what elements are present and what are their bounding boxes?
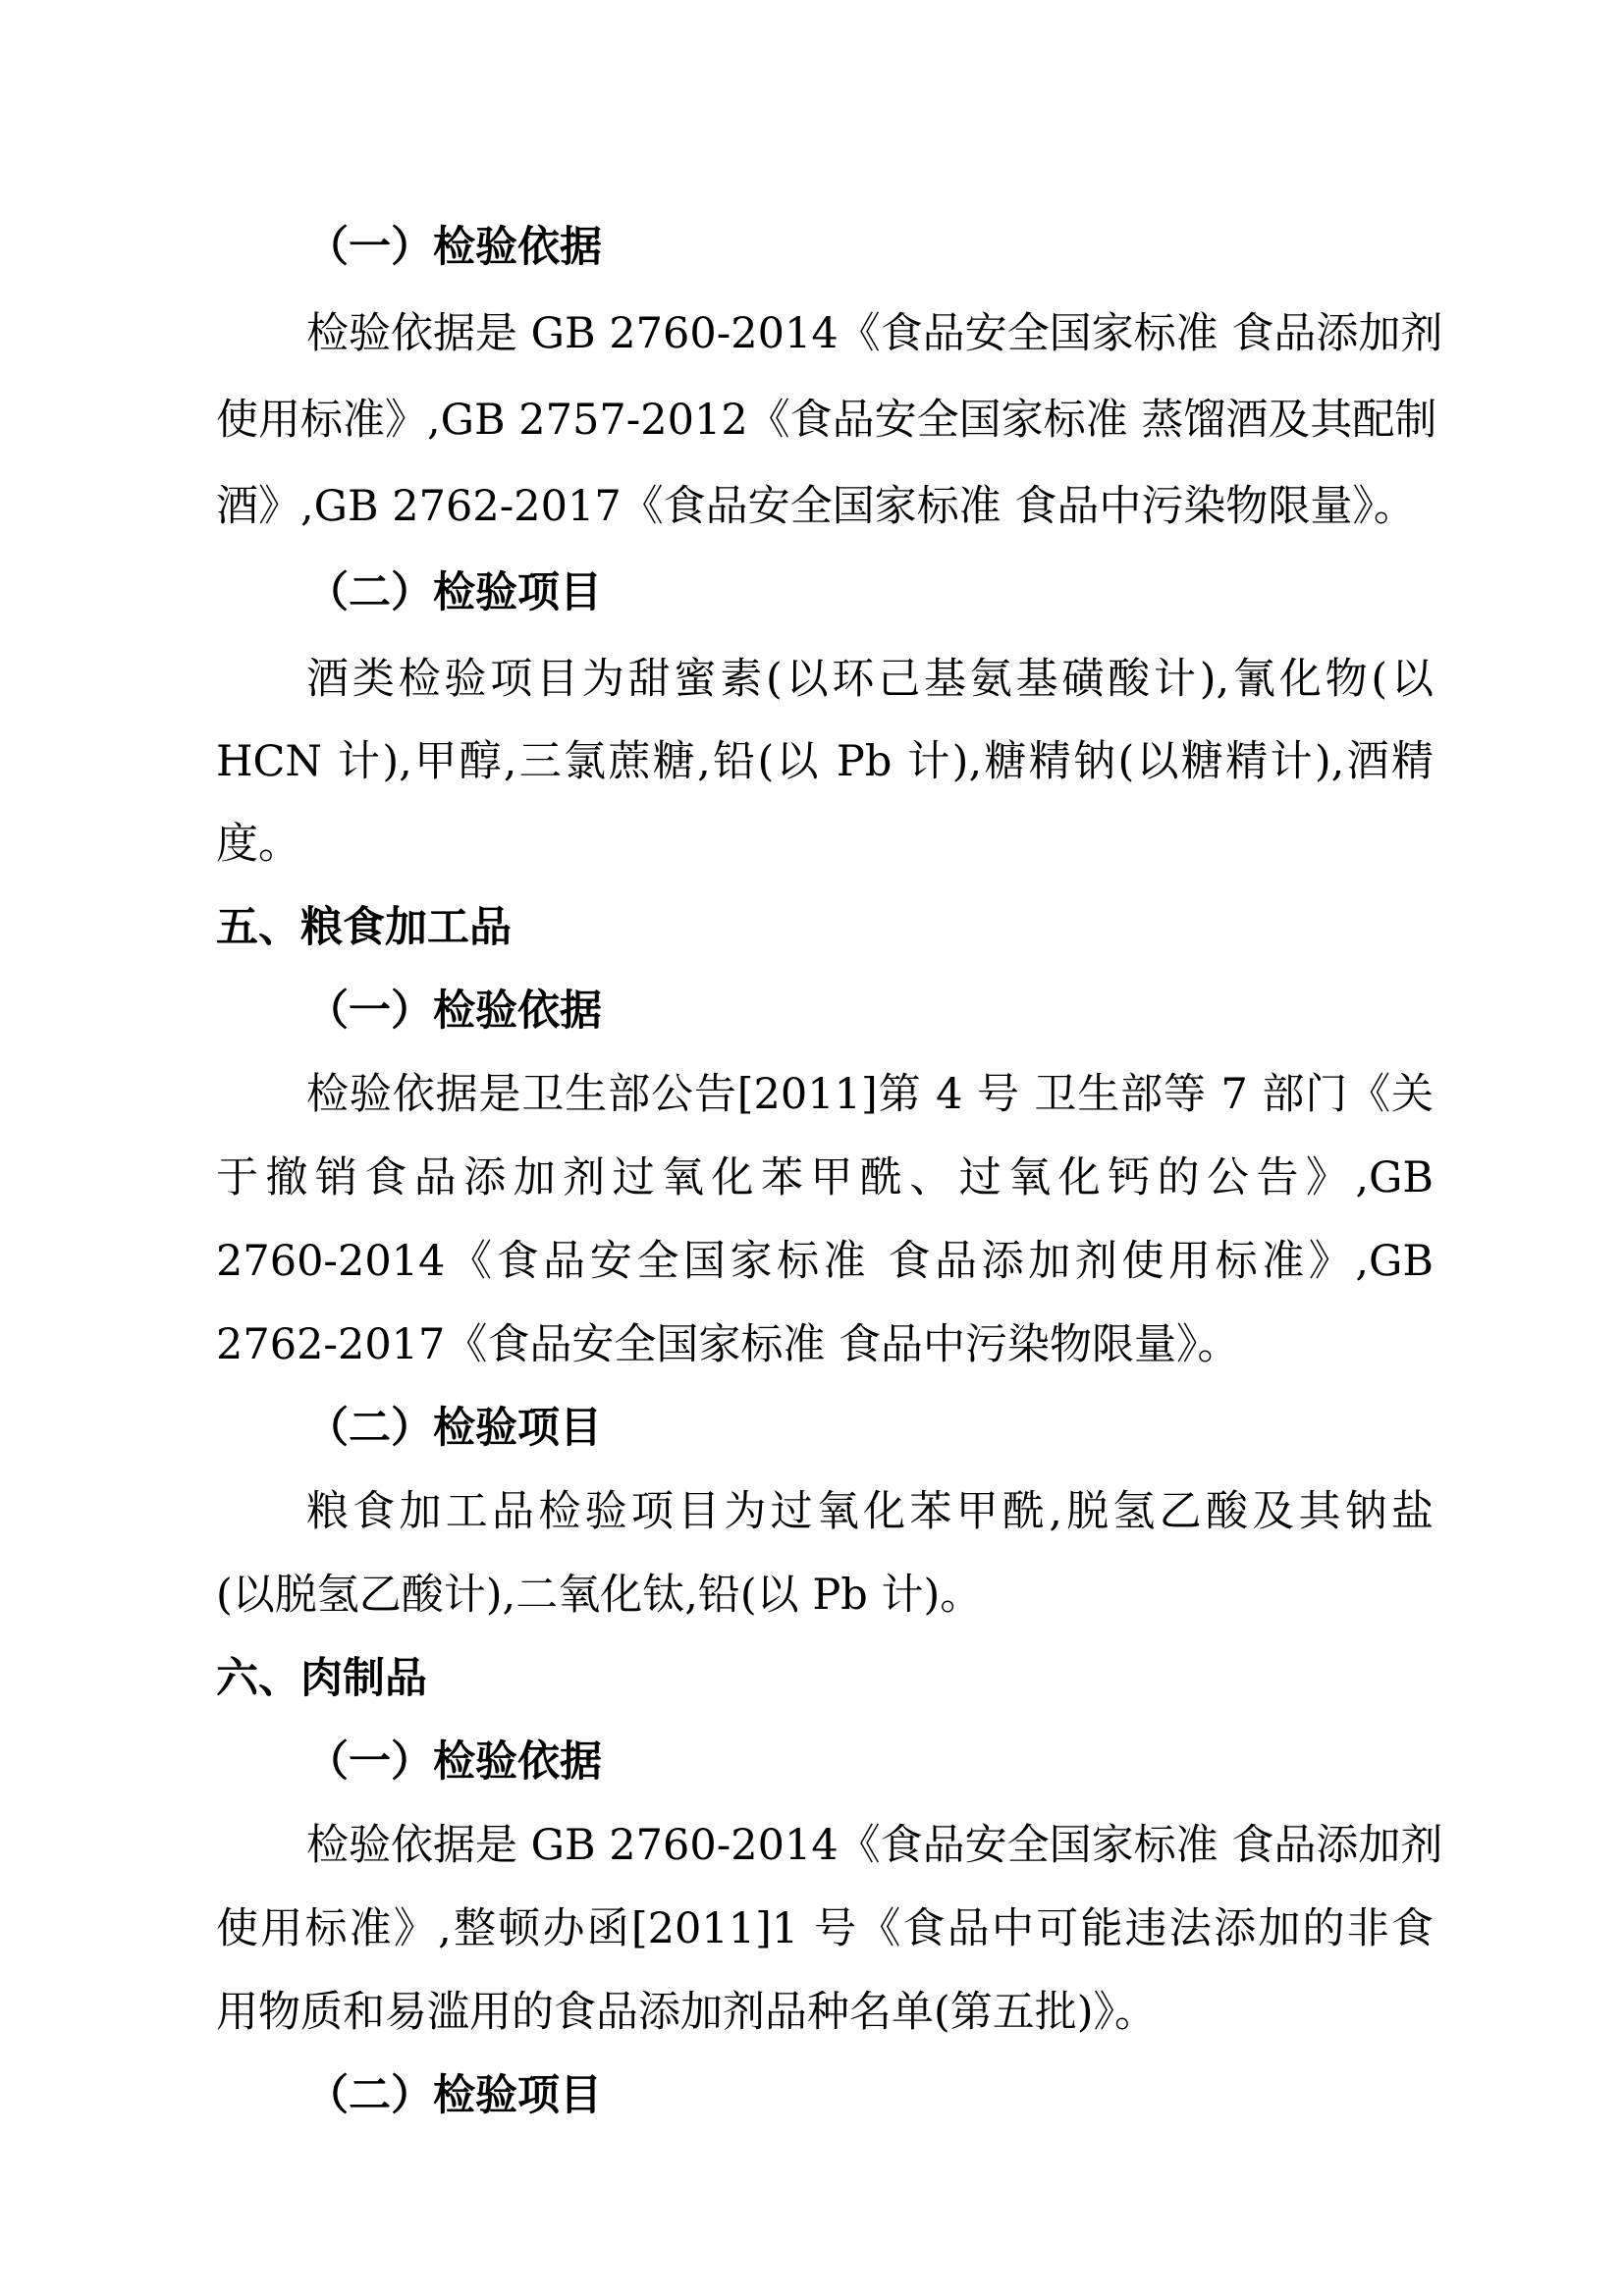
subheading-basis: （一）检验依据	[306, 223, 602, 272]
section-heading: 六、肉制品	[216, 1654, 427, 1703]
paragraph-line: 检验依据是 GB 2760-2014《食品安全国家标准 食品添加剂	[306, 309, 1443, 358]
paragraph-line: 用物质和易滥用的食品添加剂品种名单(第五批)》。	[216, 1988, 1158, 2037]
paragraph-line: 度。	[216, 820, 300, 869]
paragraph-line: 粮食加工品检验项目为过氧化苯甲酰,脱氢乙酸及其钠盐	[306, 1487, 1434, 1536]
paragraph-line: 使用标准》,整顿办函[2011]1 号《食品中可能违法添加的非食	[216, 1904, 1434, 1953]
section-heading: 五、粮食加工品	[216, 903, 512, 952]
subheading-items: （二）检验项目	[306, 568, 602, 617]
paragraph-line: 检验依据是卫生部公告[2011]第 4 号 卫生部等 7 部门《关	[306, 1070, 1434, 1119]
paragraph-line: 2762-2017《食品安全国家标准 食品中污染物限量》。	[216, 1320, 1240, 1369]
paragraph-line: 使用标准》,GB 2757-2012《食品安全国家标准 蒸馏酒及其配制	[216, 396, 1437, 445]
paragraph-line: 于撤销食品添加剂过氧化苯甲酰、过氧化钙的公告》,GB	[216, 1153, 1434, 1202]
paragraph-line: 2760-2014《食品安全国家标准 食品添加剂使用标准》,GB	[216, 1237, 1434, 1286]
subheading-basis: （一）检验依据	[306, 1737, 602, 1787]
paragraph-line: 酒类检验项目为甜蜜素(以环己基氨基磺酸计),氰化物(以	[306, 655, 1434, 704]
paragraph-line: 检验依据是 GB 2760-2014《食品安全国家标准 食品添加剂	[306, 1821, 1443, 1870]
subheading-items: （二）检验项目	[306, 1404, 602, 1453]
subheading-items: （二）检验项目	[306, 2071, 602, 2120]
paragraph-line: (以脱氢乙酸计),二氧化钛,铅(以 Pb 计)。	[216, 1571, 983, 1620]
subheading-basis: （一）检验依据	[306, 987, 602, 1036]
paragraph-line: 酒》,GB 2762-2017《食品安全国家标准 食品中污染物限量》。	[216, 482, 1416, 531]
paragraph-line: HCN 计),甲醇,三氯蔗糖,铅(以 Pb 计),糖精钠(以糖精计),酒精	[216, 737, 1434, 786]
